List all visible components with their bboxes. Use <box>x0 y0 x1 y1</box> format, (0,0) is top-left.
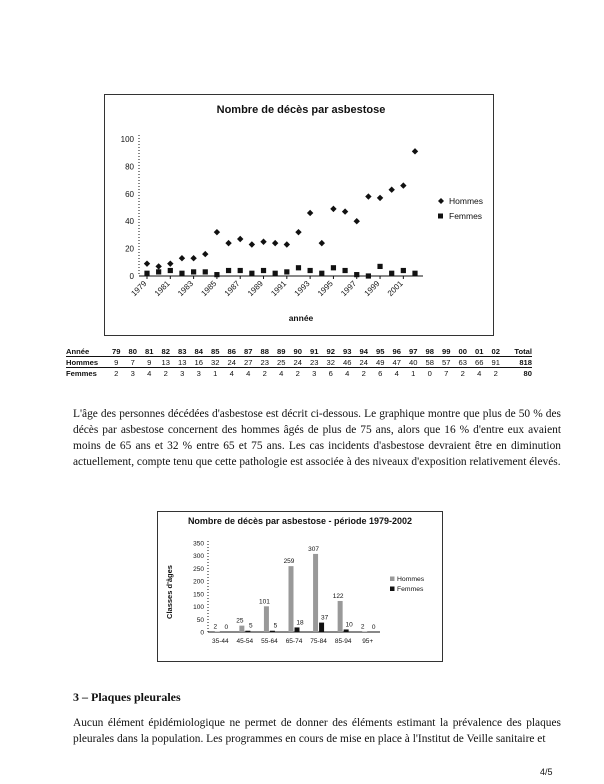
table-value-cell: 63 <box>455 357 472 368</box>
chart1-point-hommes <box>388 186 394 192</box>
chart2-y-tick-label: 300 <box>193 553 204 561</box>
chart2-x-tick-label: 65-74 <box>285 638 303 645</box>
table-year-cell: 89 <box>273 346 290 357</box>
table-value-cell: 49 <box>372 357 389 368</box>
table-value-cell: 4 <box>279 368 284 378</box>
table-value-cell: 4 <box>246 368 251 378</box>
chart1-y-tick-label: 80 <box>125 162 134 172</box>
chart2-data-label-femmes: 5 <box>249 622 253 630</box>
table-value-cell: 9 <box>141 357 158 368</box>
chart1-point-hommes <box>260 239 266 245</box>
chart1-point-hommes <box>272 240 278 246</box>
table-value-cell: 46 <box>339 357 356 368</box>
deaths-table <box>66 346 532 378</box>
chart2-y-tick-label: 350 <box>193 540 204 548</box>
table-year-cell: 79 <box>108 346 125 357</box>
chart2-bar-hommes <box>313 554 318 632</box>
table-year-cell: 80 <box>125 346 142 357</box>
chart1-point-femmes <box>203 269 208 274</box>
table-value-cell: 32 <box>207 357 224 368</box>
chart2-data-label-femmes: 18 <box>296 619 304 627</box>
chart1-x-tick-label: 1985 <box>199 279 219 298</box>
chart1-x-tick-label: 1997 <box>339 279 359 298</box>
chart2-data-label-femmes: 0 <box>371 624 376 631</box>
page-number: 4/5 <box>540 767 553 777</box>
chart2-y-tick-label: 50 <box>196 616 204 624</box>
chart1-x-tick-label: 1995 <box>315 279 335 298</box>
chart1-point-femmes <box>296 265 301 270</box>
paragraph-pleural-plaques: Aucun élément épidémiologique ne permet de donner des éléments estimant la prévalence des plaques pleurales dans la population. Les programmes en cours de mise en place à l'Institut de Veille sanitaire et <box>73 717 561 745</box>
table-year-cell: 88 <box>257 346 274 357</box>
chart1-point-femmes <box>331 265 336 270</box>
table-total-cell: 818 <box>504 357 532 368</box>
table-value-cell: 4 <box>394 368 399 378</box>
chart1-point-hommes <box>412 148 418 154</box>
chart1-x-tick-label: 1993 <box>292 279 312 298</box>
table-value-cell: 3 <box>130 368 135 378</box>
table-row-label: Femmes <box>66 368 97 378</box>
table-value-cell: 57 <box>438 357 455 368</box>
table-value-cell: 66 <box>471 357 488 368</box>
table-total-cell: 80 <box>523 368 532 378</box>
chart2-bar-femmes <box>295 627 300 632</box>
table-header-row <box>66 346 532 357</box>
table-value-cell: 24 <box>224 357 241 368</box>
table-year-cell: 94 <box>356 346 373 357</box>
chart2-data-label-hommes: 25 <box>236 617 244 625</box>
table-value-cell: 13 <box>158 357 175 368</box>
deaths-by-year-svg <box>105 95 493 335</box>
table-year-cell: 97 <box>405 346 422 357</box>
chart2-legend-label: Femmes <box>397 586 424 593</box>
chart1-point-femmes <box>273 271 278 276</box>
chart1-legend-label: Hommes <box>449 196 484 206</box>
chart2-data-label-hommes: 122 <box>332 592 344 600</box>
table-year-cell: 98 <box>422 346 439 357</box>
table-year-cell: 95 <box>372 346 389 357</box>
table-value-cell: 25 <box>273 357 290 368</box>
table-value-cell: 23 <box>306 357 323 368</box>
chart2-y-axis-label: Classes d'âges <box>165 565 174 619</box>
chart1-point-femmes <box>226 268 231 273</box>
chart1-point-hommes <box>249 241 255 247</box>
chart2-bar-hommes <box>215 631 220 632</box>
table-year-cell: 83 <box>174 346 191 357</box>
chart1-point-femmes <box>214 272 219 277</box>
table-year-cell: 85 <box>207 346 224 357</box>
chart1-point-femmes <box>179 271 184 276</box>
chart2-x-tick-label: 85-94 <box>334 638 352 645</box>
chart1-point-femmes <box>377 264 382 269</box>
chart1-point-femmes <box>412 271 417 276</box>
chart2-data-label-femmes: 37 <box>320 614 329 622</box>
table-value-cell: 24 <box>356 357 373 368</box>
table-value-cell: 3 <box>312 368 317 378</box>
chart2-bar-femmes <box>344 629 349 632</box>
table-value-cell: 2 <box>262 368 267 378</box>
table-total-header: Total <box>504 346 532 357</box>
table-value-cell: 4 <box>147 368 152 378</box>
chart1-point-hommes <box>225 240 231 246</box>
table-value-cell: 2 <box>460 368 465 378</box>
chart1-point-hommes <box>190 255 196 261</box>
table-year-cell: 87 <box>240 346 257 357</box>
table-value-cell: 1 <box>213 368 218 378</box>
table-value-cell: 3 <box>180 368 185 378</box>
chart1-point-hommes <box>144 260 150 266</box>
chart1-x-tick-label: 2001 <box>385 279 405 298</box>
table-year-cell: 93 <box>339 346 356 357</box>
table-value-cell: 27 <box>240 357 257 368</box>
chart1-point-femmes <box>168 268 173 273</box>
table-year-cell: 91 <box>306 346 323 357</box>
chart1-point-femmes <box>249 271 254 276</box>
chart1-title: Nombre de décès par asbestose <box>216 104 386 116</box>
chart1-point-femmes <box>191 269 196 274</box>
chart1-point-femmes <box>284 269 289 274</box>
chart1-x-tick-label: 1979 <box>129 279 149 298</box>
chart2-bar-hommes <box>362 631 367 632</box>
chart2-x-tick-label: 45-54 <box>236 638 254 645</box>
chart1-point-hommes <box>365 193 371 199</box>
chart2-y-tick-label: 250 <box>193 565 204 573</box>
table-year-cell: 02 <box>488 346 505 357</box>
table-year-cell: 86 <box>224 346 241 357</box>
chart1-y-tick-label: 0 <box>129 272 134 281</box>
chart2-bar-femmes <box>319 623 324 632</box>
table-year-cell: 90 <box>290 346 307 357</box>
section-title: 3 – Plaques pleurales <box>73 690 181 704</box>
table-value-cell: 91 <box>488 357 505 368</box>
chart1-y-tick-label: 60 <box>125 189 134 199</box>
chart1-x-tick-label: 1981 <box>152 279 172 298</box>
chart2-bar-hommes <box>239 626 244 632</box>
table-year-cell: 84 <box>191 346 208 357</box>
chart2-data-label-femmes: 10 <box>345 621 353 629</box>
chart2-data-label-femmes: 5 <box>273 622 278 630</box>
chart2-bar-hommes <box>338 601 343 632</box>
table-year-cell: 92 <box>323 346 340 357</box>
chart1-y-tick-label: 40 <box>125 217 134 227</box>
chart1-point-hommes <box>284 241 290 247</box>
chart2-data-label-hommes: 2 <box>360 623 365 631</box>
table-value-cell: 6 <box>328 368 333 378</box>
chart1-point-hommes <box>400 182 406 188</box>
table-value-cell: 2 <box>493 368 498 378</box>
chart2-data-label-femmes: 0 <box>224 624 229 631</box>
table-value-cell: 7 <box>444 368 449 378</box>
chart1-point-hommes <box>342 208 348 214</box>
paragraph-age-description: L'âge des personnes décédées d'asbestose est décrit ci-dessous. Le graphique montre que plus de 50 % des décès par asbestose concernent des hommes âgés de plus de 75 ans, alors que 16 % d'entre eux avaient moins de 65 ans et 32 % entre 65 et 75 ans. Les cas incidents d'asbestose devraient être en diminution actuellement, compte tenu que cette pathologie est associée à des niveaux d'exposition relativement élevés. <box>73 408 561 468</box>
table-value-cell: 7 <box>125 357 142 368</box>
chart1-x-axis-label: année <box>288 313 314 323</box>
chart2-y-tick-label: 100 <box>193 604 204 612</box>
chart1-legend-marker <box>438 198 444 204</box>
chart1-legend-marker <box>438 214 443 219</box>
table-value-cell: 4 <box>477 368 482 378</box>
table-value-cell: 9 <box>108 357 125 368</box>
chart2-data-label-hommes: 307 <box>308 545 320 553</box>
chart1-point-hommes <box>179 255 185 261</box>
chart1-point-femmes <box>238 268 243 273</box>
deaths-by-age-svg <box>158 512 442 661</box>
chart1-point-hommes <box>155 263 161 269</box>
chart1-x-tick-label: 1999 <box>362 279 382 298</box>
chart1-point-hommes <box>202 251 208 257</box>
table-value-cell: 40 <box>405 357 422 368</box>
table-value-cell: 4 <box>229 368 234 378</box>
table-value-cell: 2 <box>361 368 366 378</box>
chart2-legend-marker <box>390 587 395 592</box>
chart1-x-tick-label: 1989 <box>245 279 265 298</box>
table-value-cell: 13 <box>174 357 191 368</box>
chart1-y-tick-label: 100 <box>120 135 134 144</box>
table-value-cell: 23 <box>257 357 274 368</box>
table-year-cell: 81 <box>141 346 158 357</box>
chart1-y-tick-label: 20 <box>125 244 134 254</box>
chart1-point-femmes <box>319 271 324 276</box>
chart1-point-femmes <box>342 268 347 273</box>
chart1-point-hommes <box>167 260 173 266</box>
chart1-point-femmes <box>354 272 359 277</box>
table-year-cell: 01 <box>471 346 488 357</box>
chart1-point-hommes <box>319 240 325 246</box>
chart1-point-femmes <box>261 268 266 273</box>
chart2-x-tick-label: 35-44 <box>211 638 229 645</box>
chart1-point-hommes <box>295 229 301 235</box>
chart1-x-tick-label: 1987 <box>222 279 242 298</box>
table-year-cell: 96 <box>389 346 406 357</box>
chart2-y-tick-label: 150 <box>193 591 204 599</box>
table-value-cell: 1 <box>411 368 416 378</box>
chart2-x-tick-label: 75-84 <box>310 638 327 645</box>
table-row <box>66 357 532 368</box>
chart1-point-hommes <box>237 236 243 242</box>
chart1-point-femmes <box>366 273 371 278</box>
table-value-cell: 47 <box>389 357 406 368</box>
table-value-cell: 2 <box>295 368 300 378</box>
chart1-point-femmes <box>401 268 406 273</box>
table-value-cell: 58 <box>422 357 439 368</box>
chart1-point-hommes <box>307 210 313 216</box>
chart1-point-hommes <box>354 218 360 224</box>
table-value-cell: 3 <box>196 368 201 378</box>
chart1-legend-label: Femmes <box>449 211 483 221</box>
chart1-point-femmes <box>389 271 394 276</box>
chart2-y-tick-label: 200 <box>193 578 204 586</box>
chart1-point-femmes <box>144 271 149 276</box>
chart2-data-label-hommes: 2 <box>213 623 218 631</box>
chart2-y-tick-label: 0 <box>200 629 204 637</box>
chart2-legend-marker <box>390 577 395 582</box>
chart2-legend-label: Hommes <box>397 576 425 583</box>
table-header-label: Année <box>66 346 108 357</box>
chart1-point-femmes <box>156 269 161 274</box>
deaths-by-age-chart <box>157 511 443 662</box>
table-row <box>66 368 532 379</box>
table-value-cell: 0 <box>427 368 432 378</box>
chart1-point-hommes <box>377 195 383 201</box>
table-value-cell: 24 <box>290 357 307 368</box>
chart1-point-hommes <box>330 206 336 212</box>
table-year-cell: 99 <box>438 346 455 357</box>
chart1-point-hommes <box>214 229 220 235</box>
table-row-label: Hommes <box>66 357 108 368</box>
chart1-point-femmes <box>308 268 313 273</box>
table-value-cell: 16 <box>191 357 208 368</box>
chart2-title: Nombre de décès par asbestose - période 1979-2002 <box>187 516 413 526</box>
deaths-by-year-chart <box>104 94 494 336</box>
chart2-bar-hommes <box>264 606 269 632</box>
chart1-x-tick-label: 1991 <box>269 279 289 298</box>
table-year-cell: 82 <box>158 346 175 357</box>
table-value-cell: 4 <box>345 368 350 378</box>
chart2-bar-femmes <box>245 631 250 632</box>
table-value-cell: 2 <box>163 368 168 378</box>
chart2-bar-hommes <box>289 566 294 632</box>
table-year-cell: 00 <box>455 346 472 357</box>
chart2-bar-femmes <box>270 631 275 632</box>
table-value-cell: 6 <box>378 368 383 378</box>
table-value-cell: 2 <box>114 368 119 378</box>
chart1-x-tick-label: 1983 <box>176 279 196 298</box>
chart2-x-tick-label: 95+ <box>362 638 374 645</box>
chart2-data-label-hommes: 259 <box>283 558 295 566</box>
chart2-x-tick-label: 55-64 <box>261 638 278 645</box>
chart2-data-label-hommes: 101 <box>258 598 270 606</box>
table-value-cell: 32 <box>323 357 340 368</box>
